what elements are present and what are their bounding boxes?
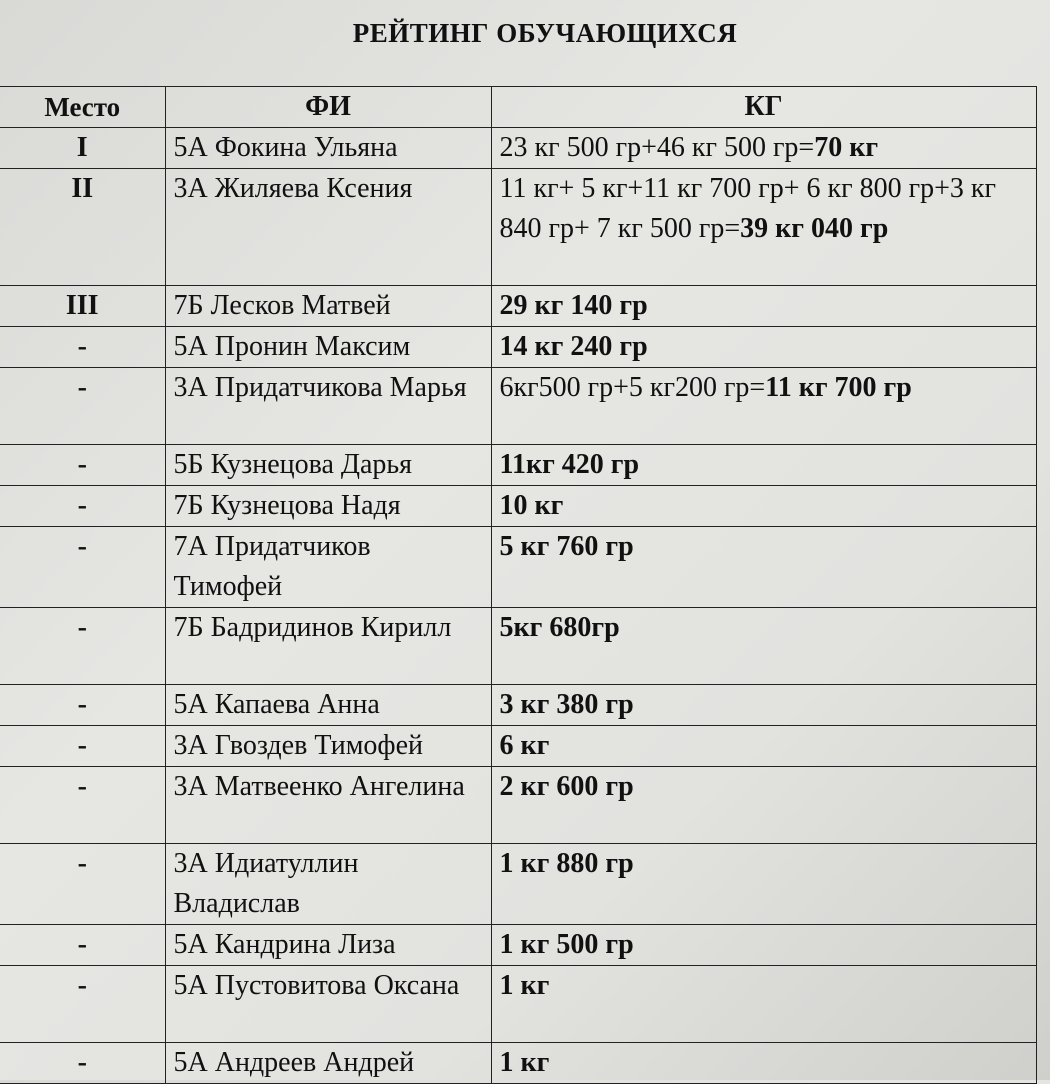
weight-total: 1 кг — [499, 1047, 550, 1078]
name-cell: 5А Пронин Максим — [165, 327, 491, 368]
place-cell: II — [0, 169, 165, 286]
place-cell: - — [0, 844, 165, 925]
place-cell: - — [0, 726, 165, 767]
table-row — [0, 966, 1036, 1043]
table-row — [0, 128, 1036, 169]
weight-cell — [491, 685, 1036, 726]
name-cell: 5А Капаева Анна — [165, 685, 491, 726]
header-name: ФИ — [165, 87, 491, 128]
weight-cell — [491, 527, 1036, 608]
weight-cell — [491, 286, 1036, 327]
name-cell: 3А Идиатуллин Владислав — [165, 844, 491, 925]
weight-total: 1 кг 500 гр — [499, 929, 634, 960]
weight-total: 3 кг 380 гр — [499, 689, 634, 720]
weight-total: 11кг 420 гр — [499, 449, 640, 480]
name-cell: 3А Гвоздев Тимофей — [165, 726, 491, 767]
place-cell: I — [0, 128, 165, 169]
place-cell: - — [0, 1043, 165, 1084]
place-cell: - — [0, 608, 165, 685]
weight-cell — [491, 1043, 1036, 1084]
name-cell: 5Б Кузнецова Дарья — [165, 445, 491, 486]
table-header-row — [0, 87, 1036, 128]
weight-total: 1 кг 880 гр — [499, 848, 634, 879]
table-row — [0, 844, 1036, 925]
weight-cell — [491, 368, 1036, 445]
table-row — [0, 925, 1036, 966]
page-title: РЕЙТИНГ ОБУЧАЮЩИХСЯ — [352, 18, 738, 48]
header-weight: КГ — [491, 87, 1036, 128]
weight-cell — [491, 608, 1036, 685]
name-cell: 7Б Бадридинов Кирилл — [165, 608, 491, 685]
place-cell: - — [0, 685, 165, 726]
name-cell: 7Б Кузнецова Надя — [165, 486, 491, 527]
table-row — [0, 726, 1036, 767]
weight-cell — [491, 486, 1036, 527]
name-cell: 7Б Лесков Матвей — [165, 286, 491, 327]
table-row — [0, 368, 1036, 445]
weight-cell — [491, 445, 1036, 486]
weight-cell — [491, 726, 1036, 767]
weight-cell — [491, 925, 1036, 966]
weight-total: 6 кг — [499, 730, 550, 761]
name-cell: 3А Жиляева Ксения — [165, 169, 491, 286]
table-row — [0, 286, 1036, 327]
table-row — [0, 527, 1036, 608]
table-row — [0, 608, 1036, 685]
name-cell: 5А Кандрина Лиза — [165, 925, 491, 966]
header-place: Место — [0, 87, 165, 128]
rating-table — [0, 86, 1037, 1084]
weight-cell — [491, 767, 1036, 844]
name-cell: 3А Матвеенко Ангелина — [165, 767, 491, 844]
weight-total: 11 кг 700 гр — [765, 372, 912, 403]
weight-cell — [491, 966, 1036, 1043]
table-row — [0, 767, 1036, 844]
place-cell: III — [0, 286, 165, 327]
weight-total: 5кг 680гр — [499, 612, 620, 643]
table-row — [0, 169, 1036, 286]
weight-total: 14 кг 240 гр — [499, 331, 648, 362]
weight-total: 70 кг — [814, 132, 879, 163]
place-cell: - — [0, 767, 165, 844]
place-cell: - — [0, 966, 165, 1043]
place-cell: - — [0, 368, 165, 445]
weight-total: 10 кг — [499, 490, 564, 521]
name-cell: 3А Придатчикова Марья — [165, 368, 491, 445]
place-cell: - — [0, 327, 165, 368]
weight-formula: 6кг500 гр+5 кг200 гр= — [499, 372, 766, 403]
name-cell: 7А Придатчиков Тимофей — [165, 527, 491, 608]
table-row — [0, 685, 1036, 726]
name-cell: 5А Пустовитова Оксана — [165, 966, 491, 1043]
name-cell: 5А Андреев Андрей — [165, 1043, 491, 1084]
weight-cell — [491, 128, 1036, 169]
place-cell: - — [0, 527, 165, 608]
place-cell: - — [0, 486, 165, 527]
weight-total: 1 кг — [499, 970, 550, 1001]
table-row — [0, 327, 1036, 368]
table-row — [0, 1043, 1036, 1084]
weight-formula: 11 кг+ 5 кг+11 кг 700 гр+ 6 кг 800 гр+3 кг 840 гр+ 7 кг 500 гр= — [499, 173, 996, 244]
weight-cell — [491, 327, 1036, 368]
weight-cell — [491, 844, 1036, 925]
place-cell: - — [0, 925, 165, 966]
table-row — [0, 486, 1036, 527]
weight-cell — [491, 169, 1036, 286]
weight-total: 39 кг 040 гр — [740, 213, 889, 244]
weight-total: 29 кг 140 гр — [499, 290, 648, 321]
weight-total: 5 кг 760 гр — [499, 531, 634, 562]
weight-total: 2 кг 600 гр — [499, 771, 634, 802]
weight-formula: 23 кг 500 гр+46 кг 500 гр= — [499, 132, 815, 163]
table-row — [0, 445, 1036, 486]
place-cell: - — [0, 445, 165, 486]
name-cell: 5А Фокина Ульяна — [165, 128, 491, 169]
